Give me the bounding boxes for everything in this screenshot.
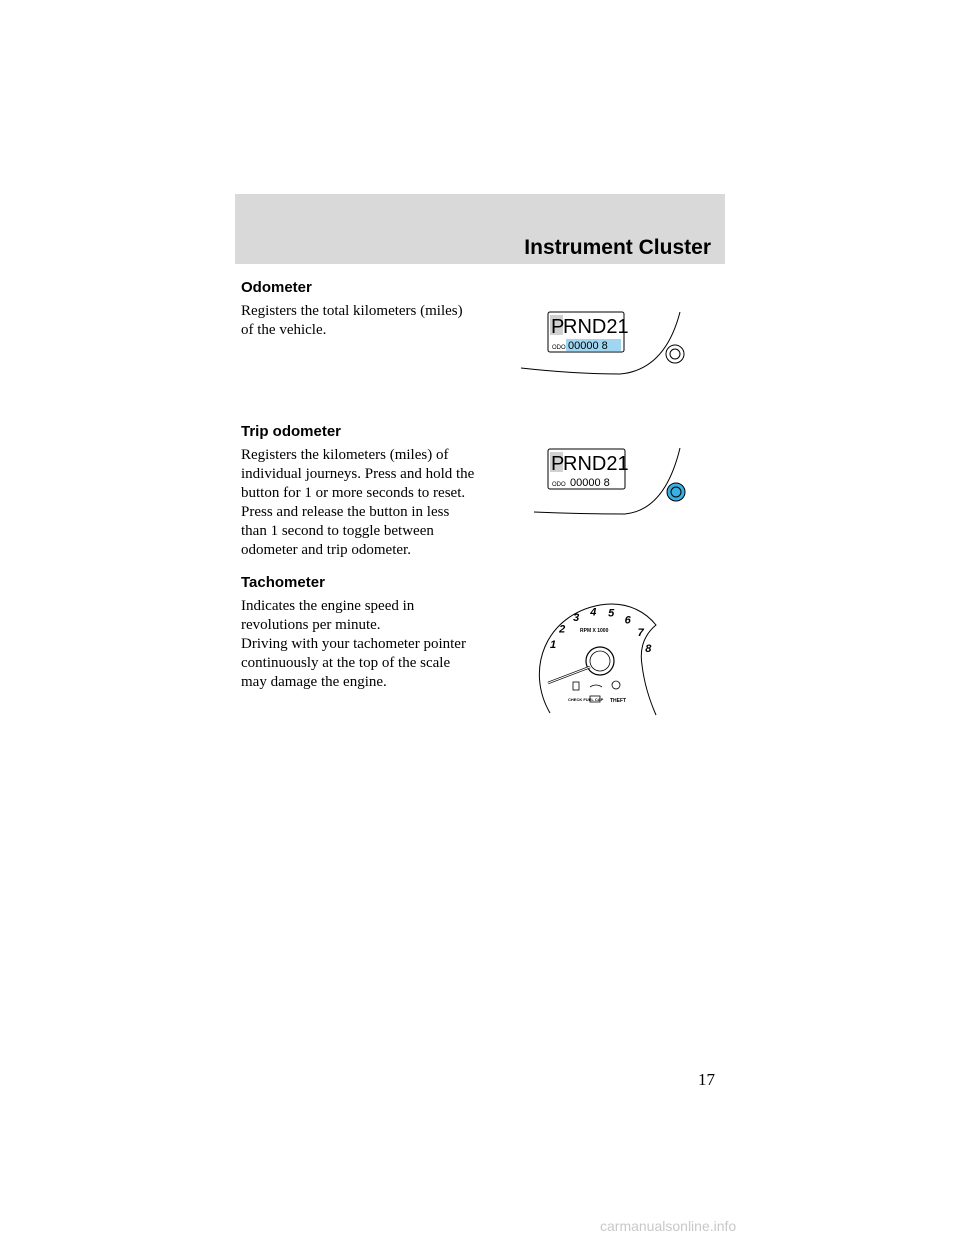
odo-label: ODO (552, 482, 566, 488)
check-fuel-cap-label: CHECK FUEL CAP (568, 697, 604, 702)
tick-label-3: 3 (573, 612, 580, 625)
section-title: Instrument Cluster (524, 236, 711, 259)
odometer-heading: Odometer (241, 279, 312, 296)
tick-label-4: 4 (590, 606, 597, 619)
oil-warning-icon (590, 685, 602, 687)
odometer-illustration (515, 300, 705, 380)
tachometer-warning: Driving with your tachometer pointer continuously at the top of the scale may damage the engine. (241, 636, 466, 690)
coolant-warning-icon (573, 682, 579, 690)
section-header (235, 194, 725, 264)
tick-label-1: 1 (550, 638, 557, 651)
trip-reset-button-icon (667, 483, 685, 501)
watermark: carmanualsonline.info (600, 1218, 737, 1234)
tachometer-illustration (530, 595, 670, 720)
gear-indicator-text: RND21 (563, 316, 629, 338)
trip-digits: 00000 8 (570, 477, 610, 489)
odometer-digits: 00000 8 (568, 340, 608, 352)
gear-p-text: P (551, 316, 565, 338)
trip-odometer-description: Registers the kilometers (miles) of individual journeys. Press and hold the button for 1 or more seconds to reset. Press and release the button in less than 1 second to toggle between odometer and trip odometer. (241, 447, 475, 558)
tick-label-8: 8 (645, 643, 652, 656)
tick-label-7: 7 (637, 626, 644, 639)
tachometer-description: Indicates the engine speed in revolutions per minute. (241, 598, 415, 633)
page-number: 17 (698, 1070, 715, 1089)
odo-label: ODO (552, 345, 566, 351)
tachometer-heading: Tachometer (241, 574, 325, 591)
brake-warning-icon (612, 681, 620, 689)
rpm-scale-label: RPM X 1000 (580, 628, 609, 634)
gear-indicator-text: RND21 (563, 453, 629, 475)
gear-p-text: P (551, 453, 565, 475)
theft-label: THEFT (610, 698, 627, 704)
trip-odometer-illustration (530, 440, 710, 520)
tachometer-pointer-center (548, 667, 590, 683)
tick-label-2: 2 (559, 623, 566, 636)
trip-odometer-heading: Trip odometer (241, 423, 342, 440)
reset-button-icon (666, 345, 684, 363)
tick-label-6: 6 (624, 614, 631, 627)
odometer-description: Registers the total kilometers (miles) of the vehicle. (241, 303, 463, 338)
tick-label-5: 5 (608, 607, 615, 620)
